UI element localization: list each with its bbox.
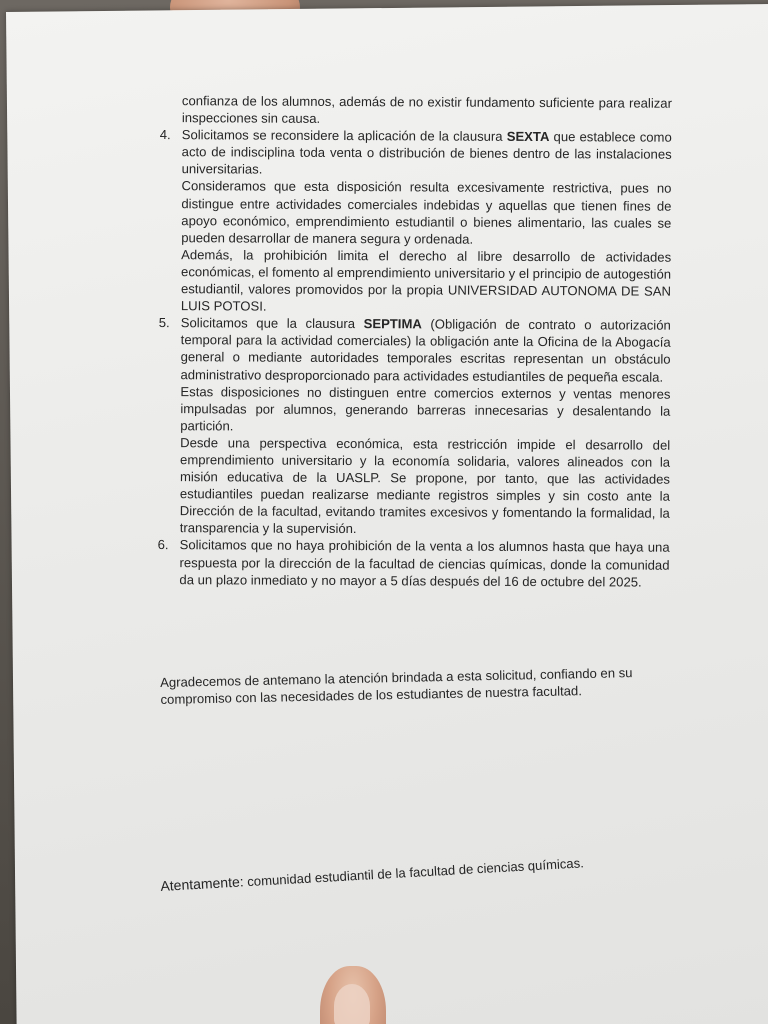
item-paragraph: Consideramos que esta disposición resulta excesivamente restrictiva, pues no distingue entre actividades comerciales indebidas y aquellas que tienen fines de apoyo económico, emprendimiento estudiantil o bienes alimentario, las cuales se pueden desarrollar de manera segura y ordenada.	[181, 178, 672, 247]
item-paragraph: Además, la prohibición limita el derecho al libre desarrollo de actividades económicas, el fomento al emprendimiento universitario y el principio de autogestión estudiantil, valores promovidos por la propia UNIVERSIDAD AUTONOMA DE SAN LUIS POTOSI.	[180, 246, 672, 314]
clause-name: SEXTA	[506, 129, 550, 145]
item-lead: Solicitamos se reconsidere la aplicación de la clausura SEXTA que establece como acto de indisciplina toda venta o distribución de bienes dentro de las instalaciones universitarias.	[181, 127, 672, 177]
signoff-lead: Atentamente:	[160, 873, 245, 894]
list-item-6	[149, 536, 669, 590]
item-number: 6.	[157, 537, 169, 553]
item-paragraph: Desde una perspectiva económica, esta restricción impide el desarrollo del emprendimiento universitario y la economía solidaria, valores alineados con la misión educativa de la UASLP. Se propone, por tanto, que las actividades estudiantiles puedan realizarse mediante registros simples y sin costo ante la Dirección de la facultad, evitando tramites excesivos y fomentando la formalidad, la transparencia y la supervisión.	[179, 435, 671, 537]
closing-text: Agradecemos de antemano la atención brindada a esta solicitud, confiando en su compromiso con las necesidades de los estudiantes de nuestra facultad.	[160, 665, 633, 707]
intro-continuation: confianza de los alumnos, además de no existir fundamento suficiente para realizar inspecciones sin causa.	[181, 93, 672, 126]
fingernail	[334, 984, 370, 1024]
list-item-4	[151, 126, 672, 317]
signoff-text: comunidad estudiantil de la facultad de ciencias químicas.	[243, 855, 585, 890]
item-lead: Solicitamos que no haya prohibición de la venta a los alumnos hasta que haya una respuesta por la dirección de la facultad de ciencias químicas, donde la comunidad da un plazo inmediato y no mayor a 5 días después del 16 de octubre del 2025.	[179, 537, 670, 590]
item-number: 4.	[159, 127, 171, 143]
item-number: 5.	[158, 315, 170, 331]
item-paragraph: Estas disposiciones no distinguen entre comercios externos y ventas menores impulsadas por alumnos, generando barreras innecesarias y desalentando la partición.	[180, 383, 671, 434]
item-lead: Solicitamos que la clausura SEPTIMA (Obligación de contrato o autorización temporal para la actividad comerciales) la obligación ante la Oficina de la Abogacía general o mediante autoridades temporales escritas representan un obstáculo administrativo desproporcionado para actividades estudiantiles de pequeña escala.	[180, 315, 671, 385]
document-body	[149, 92, 672, 590]
list-item-5	[150, 314, 671, 539]
clause-name: SEPTIMA	[363, 316, 422, 332]
